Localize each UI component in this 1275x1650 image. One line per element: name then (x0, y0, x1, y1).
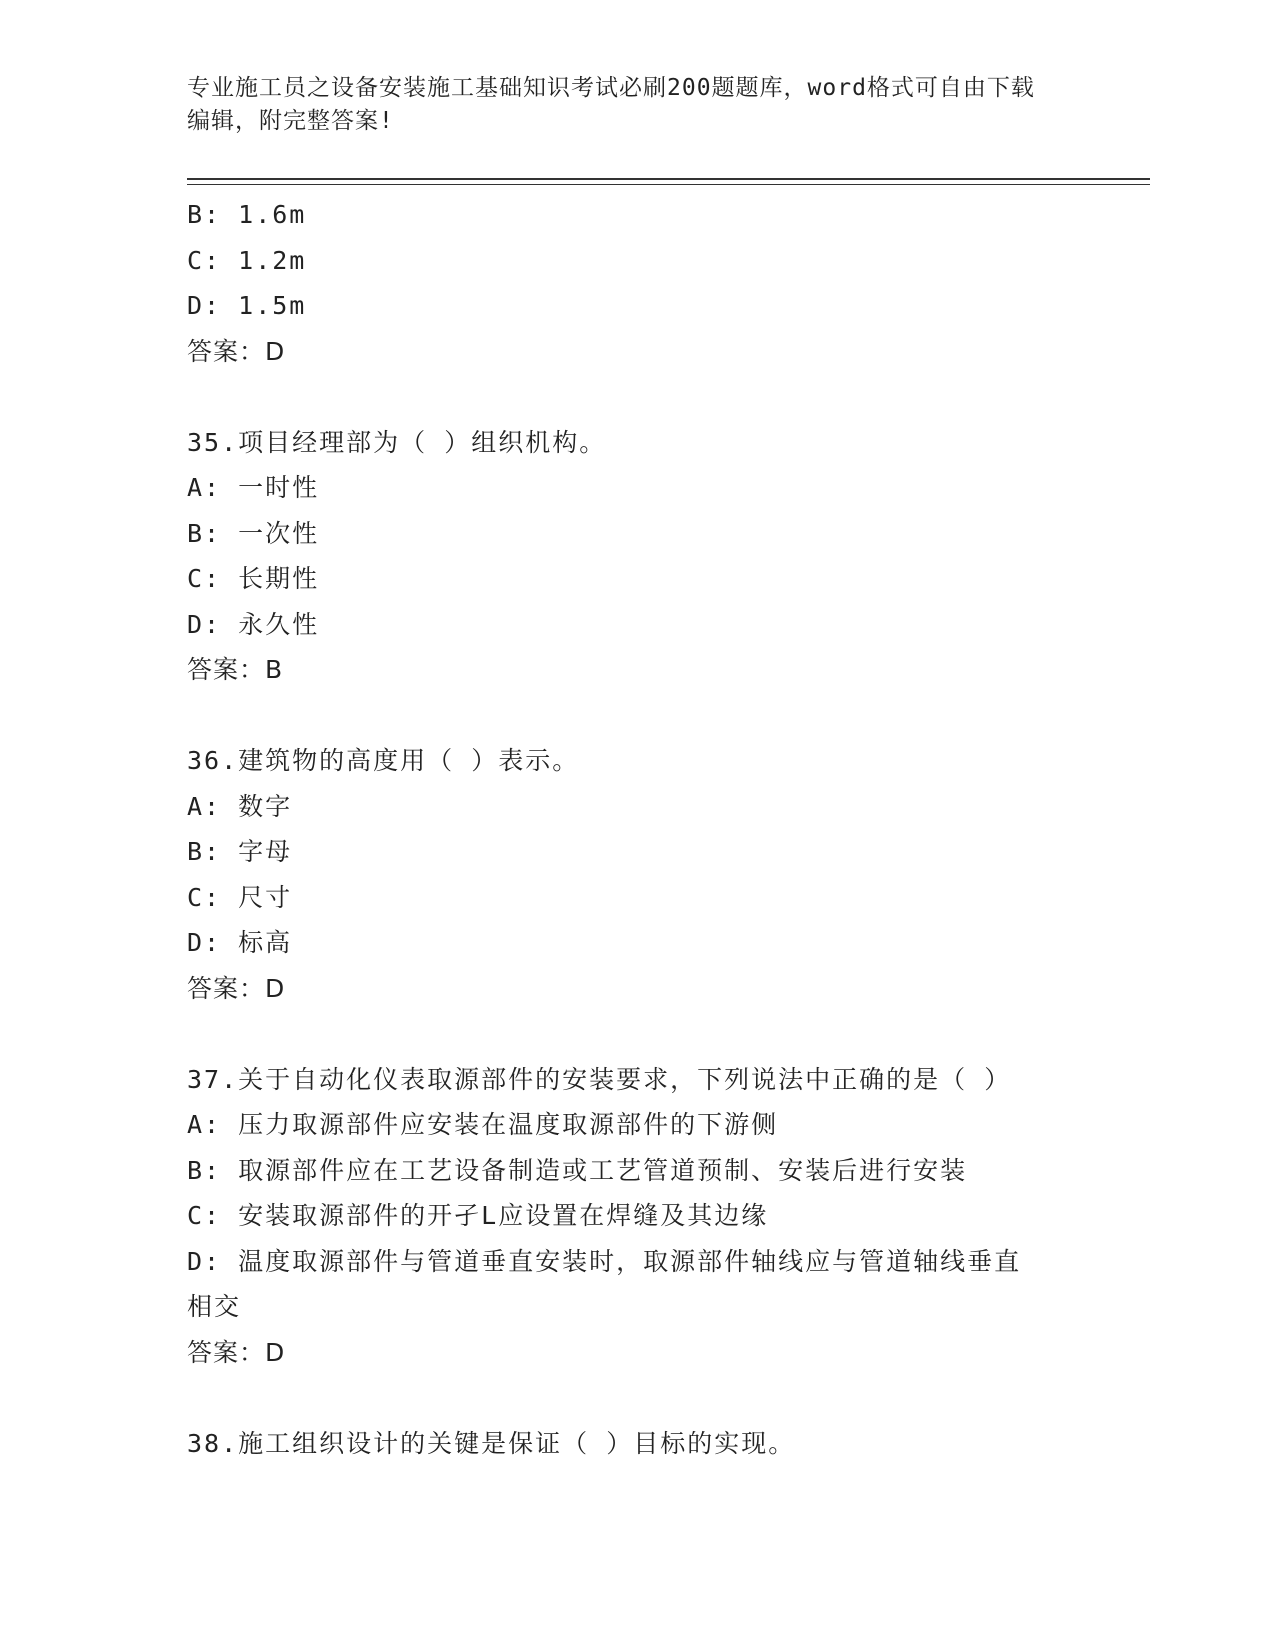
option-d: D: 永久性 (187, 609, 320, 639)
answer-line: 答案：D (187, 973, 286, 1003)
question-block-35 (187, 420, 1087, 693)
header-divider-thick (187, 178, 1150, 180)
option-d-continuation: 相交 (187, 1292, 242, 1321)
option-b: B: 一次性 (187, 518, 320, 548)
question-block-38 (187, 1421, 1087, 1467)
question-block-36 (187, 738, 1087, 1011)
option-d: D: 温度取源部件与管道垂直安装时，取源部件轴线应与管道轴线垂直 (187, 1246, 1022, 1276)
answer-line: 答案：B (187, 655, 284, 684)
option-c: C: 长期性 (187, 564, 320, 593)
option-a: A: 数字 (187, 791, 293, 821)
option-d: D: 标高 (187, 928, 293, 957)
answer-line: 答案：D (187, 1337, 286, 1367)
option-c: C: 安装取源部件的开孑L应设置在焊缝及其边缘 (187, 1201, 769, 1230)
option-a: A: 一时性 (187, 473, 320, 502)
header-title-line-1: 专业施工员之设备安装施工基础知识考试必刷200题题库，word格式可自由下载 (187, 75, 1035, 101)
question-stem: 36.建筑物的高度用（ ）表示。 (187, 746, 580, 775)
option-b: B: 取源部件应在工艺设备制造或工艺管道预制、安装后进行安装 (187, 1155, 968, 1185)
option-a: A: 压力取源部件应安装在温度取源部件的下游侧 (187, 1110, 779, 1139)
answer-line: 答案：D (187, 336, 286, 366)
header-title-line-2: 编辑，附完整答案! (187, 108, 394, 134)
question-stem: 37.关于自动化仪表取源部件的安装要求，下列说法中正确的是（ ） (187, 1064, 1012, 1094)
question-stem: 38.施工组织设计的关键是保证（ ）目标的实现。 (187, 1428, 796, 1458)
header-divider-thin (187, 184, 1150, 185)
question-block-34 (187, 192, 1087, 374)
option-c: C: 1.2m (187, 245, 307, 275)
question-stem: 35.项目经理部为（ ）组织机构。 (187, 427, 607, 457)
option-d: D: 1.5m (187, 291, 307, 320)
option-b: B: 字母 (187, 837, 293, 866)
question-block-37 (187, 1057, 1087, 1376)
document-header (187, 72, 1087, 138)
option-b: B: 1.6m (187, 200, 307, 229)
document-body (187, 192, 1087, 1466)
option-c: C: 尺寸 (187, 882, 293, 912)
